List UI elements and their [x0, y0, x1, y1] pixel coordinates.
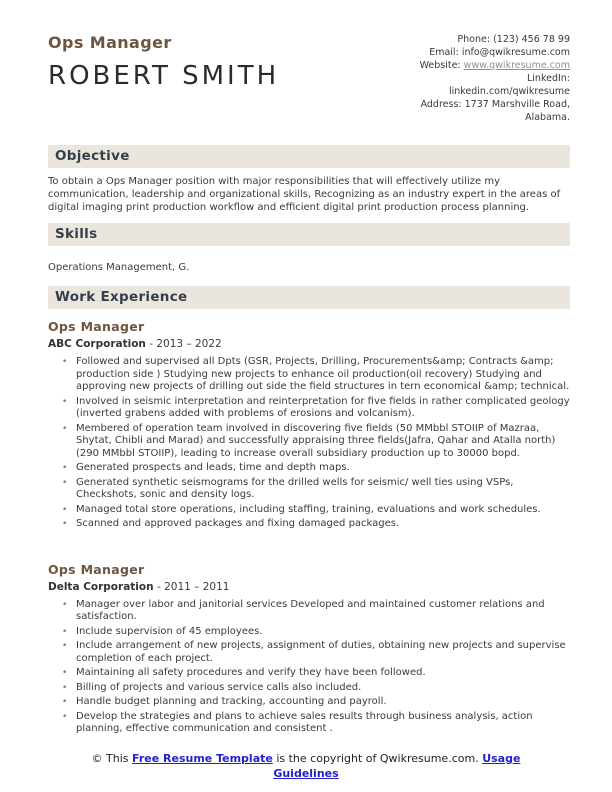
- phone-value: (123) 456 78 99: [493, 34, 570, 45]
- section-heading-skills: Skills: [48, 223, 570, 246]
- bullet-item: • Develop the strategies and plans to achieve sales results through business analysis, action planning, effective communication and consistent .: [62, 711, 570, 736]
- section-heading-objective: Objective: [48, 145, 570, 168]
- bullet-item: • Handle budget planning and tracking, accounting and payroll.: [62, 696, 570, 709]
- contact-linkedin-value: linkedin.com/qwikresume: [448, 86, 570, 97]
- header-identity: [48, 33, 279, 91]
- job-title: Ops Manager: [48, 561, 145, 577]
- candidate-name: ROBERT SMITH: [48, 61, 280, 91]
- bullet-item: • Manager over labor and janitorial services Developed and maintained customer relations and satisfaction.: [62, 599, 570, 624]
- job-entry-delta-corporation: [48, 562, 570, 736]
- free-resume-template-link[interactable]: Free Resume Template: [132, 752, 273, 765]
- contact-address-line1: Address: 1737 Marshville Road,: [420, 99, 570, 110]
- job-title: Ops Manager: [48, 319, 145, 334]
- job-company-line: [48, 338, 570, 350]
- company-name: Delta Corporation: [48, 580, 154, 593]
- contact-block: [420, 33, 570, 124]
- bullet-item: • Generated prospects and leads, time and depth maps.: [62, 462, 570, 475]
- phone-label: Phone:: [457, 34, 491, 45]
- header-job-title: Ops Manager: [48, 33, 172, 52]
- contact-website: [420, 59, 570, 72]
- company-name: ABC Corporation: [48, 338, 146, 350]
- bullet-item: • Include arrangement of new projects, assignment of duties, obtaining new projects and supervise completion of each project.: [62, 640, 570, 665]
- job-entry-abc-corporation: [48, 319, 570, 531]
- bullet-item: • Followed and supervised all Dpts (GSR, Projects, Drilling, Procurements&amp; Contracts &amp; production side ) Studying new projects to enhance oil production(oil recovery) Studying and approving new projects of drilling out side the field structures in tern economical &amp; technical.: [62, 356, 570, 394]
- company-separator: -: [153, 580, 165, 593]
- bullet-item: • Generated synthetic seismograms for the drilled wells for seismic/ well ties using VSPs, Checkshots, sonic and density logs.: [62, 477, 570, 502]
- bullet-item: • Billing of projects and various service calls also included.: [62, 682, 570, 695]
- job-company-line: [48, 581, 570, 593]
- job-bullet-list: [48, 356, 570, 531]
- objective-text: To obtain a Ops Manager position with major responsibilities that will effectively utilize my communication, leadership and organizational skills, Recognizing as an industry expert in the areas of digital imaging print production workflow and efficient digital print production process planning.: [48, 176, 561, 213]
- email-value: info@qwikresume.com: [461, 47, 570, 58]
- address-label: Address:: [420, 99, 462, 110]
- bullet-item: • Maintaining all safety procedures and verify they have been followed.: [62, 667, 570, 680]
- bullet-item: • Include supervision of 45 employees.: [62, 626, 570, 639]
- company-separator: -: [145, 338, 157, 350]
- job-period: 2013 – 2022: [156, 338, 222, 350]
- bullet-item: • Managed total store operations, including staffing, training, evaluations and work schedules.: [62, 504, 570, 517]
- website-link[interactable]: www.qwikresume.com: [463, 60, 570, 71]
- footer-copyright: [81, 751, 531, 781]
- job-bullet-list: [48, 599, 570, 736]
- usage-guidelines-link[interactable]: Usage Guidelines: [273, 752, 521, 780]
- website-label: Website:: [419, 60, 461, 71]
- footer-middle: is the copyright of Qwikresume.com.: [272, 752, 483, 765]
- job-period: 2011 – 2011: [164, 580, 230, 593]
- bullet-item: • Scanned and approved packages and fixing damaged packages.: [62, 518, 570, 531]
- email-label: Email:: [429, 47, 459, 58]
- bullet-item: • Involved in seismic interpretation and reinterpretation for five fields in rather complicated geology (inverted grabens added with problems of erosions and volcanism).: [62, 396, 570, 421]
- bullet-item: • Membered of operation team involved in discovering five fields (50 MMbbl STOIIP of Mazraa, Shytat, Chibli and Marad) and successfully appraising three fields(Jafra, Qahar and Atalla north) (290 MMbbl STOIIP), leading to increase overall subsidiary production up to 30000 bopd.: [62, 423, 570, 461]
- contact-address-line2: Alabama.: [525, 112, 570, 123]
- contact-linkedin-label: LinkedIn:: [526, 73, 570, 84]
- contact-email: [420, 46, 570, 59]
- resume-header: [48, 33, 570, 125]
- page-footer: [0, 751, 612, 781]
- contact-phone: [420, 33, 570, 46]
- skills-text: Operations Management, G.: [48, 262, 190, 273]
- footer-prefix: © This: [91, 752, 133, 765]
- section-heading-work-experience: Work Experience: [48, 286, 570, 309]
